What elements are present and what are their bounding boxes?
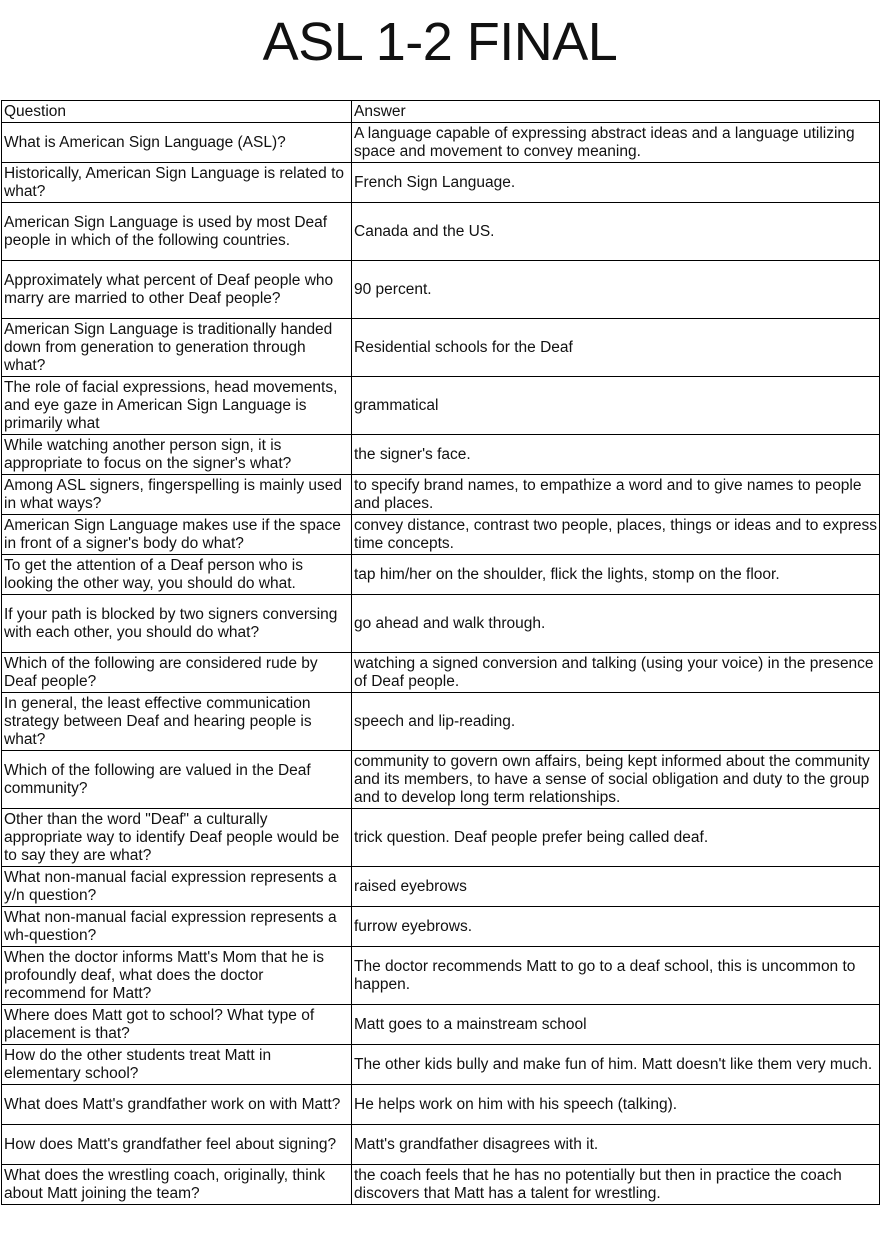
question-cell: Other than the word "Deaf" a culturally appropriate way to identify Deaf people would be to say they are what? xyxy=(2,809,352,867)
question-cell: Which of the following are valued in the Deaf community? xyxy=(2,751,352,809)
table-row xyxy=(2,907,880,947)
question-cell: When the doctor informs Matt's Mom that he is profoundly deaf, what does the doctor recommend for Matt? xyxy=(2,947,352,1005)
question-cell: What does the wrestling coach, originally, think about Matt joining the team? xyxy=(2,1165,352,1205)
answer-cell: grammatical xyxy=(352,377,880,435)
question-cell: In general, the least effective communication strategy between Deaf and hearing people is what? xyxy=(2,693,352,751)
answer-cell: The other kids bully and make fun of him. Matt doesn't like them very much. xyxy=(352,1045,880,1085)
table-row xyxy=(2,751,880,809)
answer-cell: the coach feels that he has no potentially but then in practice the coach discovers that Matt has a talent for wrestling. xyxy=(352,1165,880,1205)
table-row xyxy=(2,319,880,377)
table-row xyxy=(2,555,880,595)
question-cell: What non-manual facial expression represents a y/n question? xyxy=(2,867,352,907)
table-row xyxy=(2,475,880,515)
answer-cell: trick question. Deaf people prefer being called deaf. xyxy=(352,809,880,867)
answer-cell: to specify brand names, to empathize a word and to give names to people and places. xyxy=(352,475,880,515)
table-row xyxy=(2,377,880,435)
question-cell: If your path is blocked by two signers conversing with each other, you should do what? xyxy=(2,595,352,653)
table-row xyxy=(2,693,880,751)
table-row xyxy=(2,809,880,867)
table-row xyxy=(2,1005,880,1045)
table-row xyxy=(2,123,880,163)
answer-cell: go ahead and walk through. xyxy=(352,595,880,653)
question-cell: American Sign Language makes use if the space in front of a signer's body do what? xyxy=(2,515,352,555)
question-cell: How does Matt's grandfather feel about signing? xyxy=(2,1125,352,1165)
table-row xyxy=(2,515,880,555)
table-row xyxy=(2,1165,880,1205)
answer-cell: A language capable of expressing abstract ideas and a language utilizing space and movement to convey meaning. xyxy=(352,123,880,163)
answer-cell: raised eyebrows xyxy=(352,867,880,907)
table-row xyxy=(2,261,880,319)
answer-cell: Residential schools for the Deaf xyxy=(352,319,880,377)
table-header-row xyxy=(2,101,880,123)
table-row xyxy=(2,1085,880,1125)
answer-cell: convey distance, contrast two people, places, things or ideas and to express time concepts. xyxy=(352,515,880,555)
table-row xyxy=(2,1125,880,1165)
question-cell: Historically, American Sign Language is related to what? xyxy=(2,163,352,203)
question-cell: American Sign Language is used by most Deaf people in which of the following countries. xyxy=(2,203,352,261)
answer-cell: tap him/her on the shoulder, flick the lights, stomp on the floor. xyxy=(352,555,880,595)
answer-cell: furrow eyebrows. xyxy=(352,907,880,947)
table-row xyxy=(2,947,880,1005)
question-cell: How do the other students treat Matt in elementary school? xyxy=(2,1045,352,1085)
table-row xyxy=(2,435,880,475)
answer-cell: watching a signed conversion and talking (using your voice) in the presence of Deaf people. xyxy=(352,653,880,693)
question-cell: What does Matt's grandfather work on with Matt? xyxy=(2,1085,352,1125)
table-row xyxy=(2,163,880,203)
answer-cell: Matt's grandfather disagrees with it. xyxy=(352,1125,880,1165)
question-cell: Where does Matt got to school? What type of placement is that? xyxy=(2,1005,352,1045)
question-cell: American Sign Language is traditionally handed down from generation to generation through what? xyxy=(2,319,352,377)
table-row xyxy=(2,867,880,907)
question-cell: Which of the following are considered rude by Deaf people? xyxy=(2,653,352,693)
table-row xyxy=(2,203,880,261)
question-cell: While watching another person sign, it is appropriate to focus on the signer's what? xyxy=(2,435,352,475)
answer-cell: He helps work on him with his speech (talking). xyxy=(352,1085,880,1125)
question-cell: What non-manual facial expression represents a wh-question? xyxy=(2,907,352,947)
answer-cell: The doctor recommends Matt to go to a deaf school, this is uncommon to happen. xyxy=(352,947,880,1005)
answer-cell: speech and lip-reading. xyxy=(352,693,880,751)
answer-cell: the signer's face. xyxy=(352,435,880,475)
question-cell: What is American Sign Language (ASL)? xyxy=(2,123,352,163)
answer-cell: 90 percent. xyxy=(352,261,880,319)
table-row xyxy=(2,1045,880,1085)
page-title: ASL 1-2 FINAL xyxy=(262,12,618,72)
answer-cell: community to govern own affairs, being kept informed about the community and its members, to have a sense of social obligation and duty to the group and to develop long term relationships. xyxy=(352,751,880,809)
answer-cell: Matt goes to a mainstream school xyxy=(352,1005,880,1045)
answer-cell: French Sign Language. xyxy=(352,163,880,203)
question-column-header: Question xyxy=(2,101,352,123)
table-row xyxy=(2,595,880,653)
question-cell: The role of facial expressions, head movements, and eye gaze in American Sign Language is primarily what xyxy=(2,377,352,435)
answer-cell: Canada and the US. xyxy=(352,203,880,261)
answer-column-header: Answer xyxy=(352,101,880,123)
question-cell: Among ASL signers, fingerspelling is mainly used in what ways? xyxy=(2,475,352,515)
table-row xyxy=(2,653,880,693)
qa-table xyxy=(1,100,880,1205)
question-cell: To get the attention of a Deaf person who is looking the other way, you should do what. xyxy=(2,555,352,595)
question-cell: Approximately what percent of Deaf people who marry are married to other Deaf people? xyxy=(2,261,352,319)
